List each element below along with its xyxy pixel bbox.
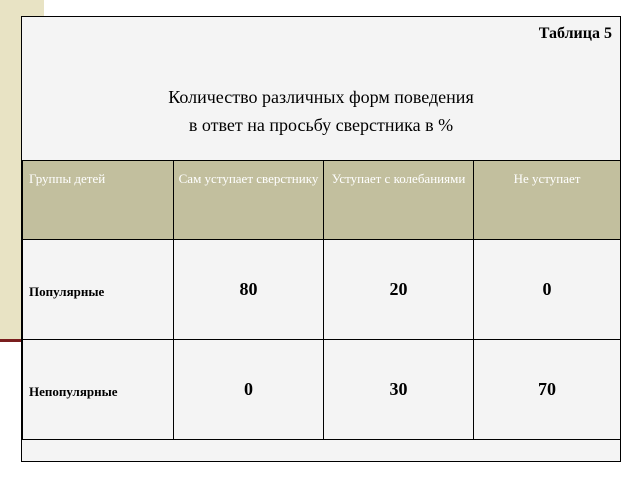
cell-value: 20 [324, 240, 474, 340]
row-label-text: Непопулярные [29, 383, 118, 399]
table-title-line-1: Количество различных форм поведения [168, 87, 474, 107]
table-number-label: Таблица 5 [538, 25, 612, 42]
table-row [23, 240, 621, 340]
accent-line [0, 339, 22, 342]
header-cell-yields: Сам уступает сверстнику [174, 161, 324, 240]
row-label [23, 240, 174, 340]
row-label-text: Популярные [29, 283, 105, 299]
data-table [22, 160, 621, 440]
header-cell-does-not-yield: Не уступает [474, 161, 621, 240]
cell-value: 70 [474, 340, 621, 440]
cell-value: 0 [174, 340, 324, 440]
row-label [23, 340, 174, 440]
cell-value: 30 [324, 340, 474, 440]
cell-value: 80 [174, 240, 324, 340]
slide-frame [21, 16, 621, 462]
cell-value: 0 [474, 240, 621, 340]
header-cell-yields-hesitantly: Уступает с колебаниями [324, 161, 474, 240]
table-row [23, 340, 621, 440]
table-title-line-2: в ответ на просьбу сверстника в % [188, 115, 454, 135]
table-title [22, 83, 620, 139]
table-header-row [23, 161, 621, 240]
header-cell-groups: Группы детей [23, 161, 174, 240]
